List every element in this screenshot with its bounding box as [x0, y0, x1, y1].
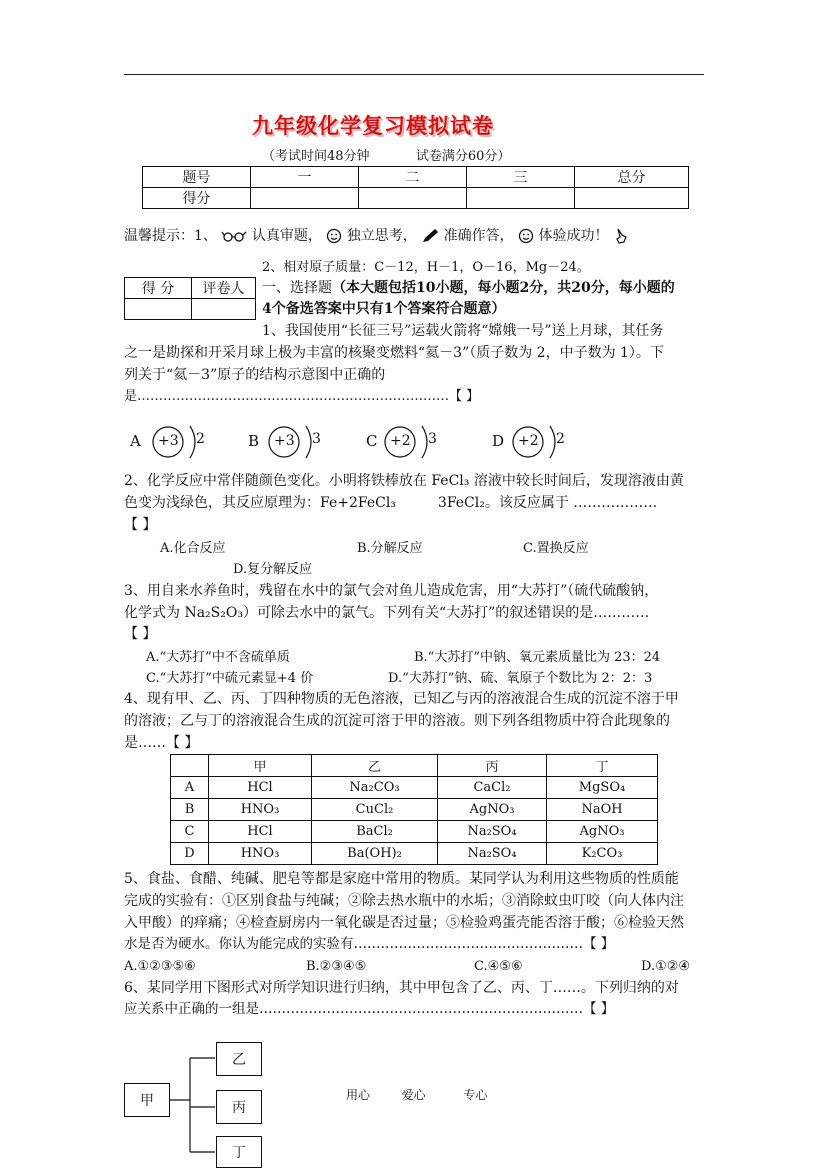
table-cell: HNO₃ [209, 799, 312, 821]
section-heading-detail: （本大题包括10小题，每小题2分，共20分，每小题的 [332, 280, 675, 296]
reagent-header-cell: 丙 [438, 755, 547, 777]
score-header-cell: 题号 [143, 167, 251, 188]
q3-option-a[interactable]: A.“大苏打”中不含硫单质 [146, 650, 290, 665]
table-cell: MgSO₄ [547, 777, 658, 799]
score-cell[interactable] [359, 188, 467, 209]
q2-answer-bracket[interactable]: 【 】 [124, 517, 157, 533]
diagram-child-box: 丙 [216, 1090, 262, 1124]
q2-line-1: 2、化学反应中常伴随颜色变化。小明将铁棒放在 FeCl₃ 溶液中较长时间后，发现溶液由黄 [124, 473, 684, 489]
table-row[interactable] [171, 799, 658, 821]
watermark-text: 用心 [346, 1088, 371, 1102]
q6-line-1: 6、某同学用下图形式对所学知识进行归纳，其中甲包含了乙、丙、丁……。下列归纳的对 [124, 980, 679, 996]
score-header-cell: 二 [359, 167, 467, 188]
tip-enjoy-success: 体验成功！ [538, 228, 609, 244]
reagent-table-header [171, 755, 658, 777]
q2-equation-left: 色变为浅绿色，其反应原理为：Fe+2FeCl₃ [124, 495, 396, 511]
q1-line-2: 之一是勘探和开采月球上极为丰富的核聚变燃料“氦－3”（质子数为 2，中子数为 1）。下 [124, 345, 664, 361]
option-letter: C [171, 821, 209, 843]
q6-line-2: 应关系中正确的一组是………………………………………………………………【 】 [124, 1001, 615, 1017]
score-row-label: 得分 [143, 188, 251, 209]
q3-option-d[interactable]: D.“大苏打”钠、硫、氧原子个数比为 2：2：3 [388, 671, 653, 686]
table-cell: Na₂SO₄ [438, 843, 547, 865]
option-letter: B [171, 799, 209, 821]
q5-line-1: 5、食盐、食醋、纯碱、肥皂等都是家庭中常用的物质。某同学认为利用这些物质的性质能 [124, 871, 679, 887]
q2-option-d[interactable]: D.复分解反应 [233, 562, 313, 577]
table-cell: HCl [209, 821, 312, 843]
option-letter: C [366, 432, 378, 450]
q4-line-2: 的溶液；乙与丁的溶液混合生成的沉淀可溶于甲的溶液。则下列各组物质中符合此现象的 [124, 713, 670, 729]
tip-answer-accurately: 准确作答， [443, 228, 514, 244]
q5-line-2: 完成的实验有：①区别食盐与纯碱；②除去热水瓶中的水垢；③消除蚊虫叮咬（向人体内注 [124, 893, 684, 909]
nucleus-charge: +2 [518, 433, 539, 449]
top-rule [124, 74, 704, 75]
score-header-cell: 总分 [575, 167, 689, 188]
electron-count: 3 [428, 431, 437, 447]
grader-score-label: 得 分 [125, 278, 192, 299]
q1-line-1: 1、我国使用“长征三号”运载火箭将“嫦娥一号”送上月球，其任务 [262, 323, 664, 339]
smiley-icon [518, 228, 534, 244]
electron-count: 2 [556, 431, 565, 447]
table-cell: BaCl₂ [312, 821, 438, 843]
q1-option-b[interactable] [248, 412, 328, 468]
score-table-score-row [143, 188, 689, 209]
q4-line-3: 是……【 】 [124, 735, 199, 751]
section-heading: 一、选择题 [262, 280, 332, 296]
smiley-icon [326, 228, 342, 244]
table-cell: Ba(OH)₂ [312, 843, 438, 865]
electron-count: 2 [196, 431, 205, 447]
q5-option-d[interactable]: D.①②④ [641, 959, 691, 974]
grader-score-cell[interactable] [125, 299, 192, 320]
q3-answer-bracket[interactable]: 【 】 [124, 626, 157, 642]
table-cell: NaOH [547, 799, 658, 821]
score-cell[interactable] [575, 188, 689, 209]
diagram-child-box: 丁 [216, 1136, 262, 1168]
q1-line-3: 列关于“氦－3”原子的结构示意图中正确的 [124, 367, 386, 383]
watermark-text: 专心 [463, 1088, 488, 1102]
exam-full-score: 试卷满分60分） [415, 149, 511, 164]
pen-icon [421, 228, 439, 244]
q2-equation-right: 3FeCl₂。该反应属于 ……………… [437, 495, 658, 511]
watermark-text: 爱心 [401, 1088, 426, 1102]
tips-prefix: 温馨提示：1、 [124, 228, 217, 244]
q2-option-b[interactable]: B.分解反应 [357, 541, 423, 556]
glasses-icon [221, 229, 247, 243]
table-cell: K₂CO₃ [547, 843, 658, 865]
table-cell: HNO₃ [209, 843, 312, 865]
q3-option-b[interactable]: B.“大苏打”中钠、氧元素质量比为 23：24 [414, 650, 661, 665]
score-table-header-row [143, 167, 689, 188]
page-title: 九年级化学复习模拟试卷 [252, 114, 494, 138]
watermark [346, 1086, 487, 1103]
reagent-header-cell: 甲 [209, 755, 312, 777]
section-heading-line-1 [262, 278, 675, 299]
nucleus-charge: +3 [158, 433, 179, 449]
diagram-root-box: 甲 [124, 1083, 170, 1117]
nucleus-charge: +2 [390, 433, 411, 449]
q5-option-c[interactable]: C.④⑤⑥ [474, 959, 523, 974]
q3-line-2: 化学式为 Na₂S₂O₃）可除去水中的氯气。下列有关“大苏打”的叙述错误的是………… [124, 605, 650, 621]
table-cell: Na₂CO₃ [312, 777, 438, 799]
electron-count: 3 [312, 431, 321, 447]
table-cell: CuCl₂ [312, 799, 438, 821]
q3-option-c[interactable]: C.“大苏打”中硫元素显+4 价 [146, 671, 314, 686]
q1-option-c[interactable] [366, 412, 446, 468]
table-cell: Na₂SO₄ [438, 821, 547, 843]
table-row[interactable] [171, 821, 658, 843]
q1-option-a[interactable] [130, 412, 210, 468]
q5-option-b[interactable]: B.②③④⑤ [306, 959, 367, 974]
tip-think-independently: 独立思考， [346, 228, 417, 244]
table-row[interactable] [171, 843, 658, 865]
q3-line-1: 3、用自来水养鱼时，残留在水中的氯气会对鱼儿造成危害，用“大苏打”（硫代硫酸钠， [124, 583, 659, 599]
q5-line-4: 水是否为硬水。你认为能完成的实验有……………………………………………【 】 [124, 936, 615, 952]
option-letter: A [171, 777, 209, 799]
tip-read-carefully: 认真审题， [251, 228, 322, 244]
score-header-cell: 三 [467, 167, 575, 188]
atomic-mass-note: 2、相对原子质量：C－12，H－1，O－16，Mg－24。 [262, 260, 590, 275]
option-letter: B [248, 432, 260, 450]
option-letter: A [130, 432, 141, 450]
q5-option-a[interactable]: A.①②③⑤⑥ [124, 959, 196, 974]
grader-name-label: 评卷人 [192, 278, 256, 299]
reagent-header-cell: 丁 [547, 755, 658, 777]
exam-info [262, 145, 510, 164]
q2-line-2 [124, 493, 657, 514]
grader-header-row [125, 278, 256, 299]
reagent-header-cell: 乙 [312, 755, 438, 777]
reagent-table [170, 754, 658, 865]
grader-name-cell[interactable] [192, 299, 256, 320]
tips-line-1 [124, 226, 629, 247]
grader-input-row [125, 299, 256, 320]
hand-icon [613, 227, 629, 245]
q1-option-d[interactable] [492, 412, 572, 468]
reagent-header-cell [171, 755, 209, 777]
q5-line-3: 入甲酸）的痒痛；④检查厨房内一氧化碳是否过量；⑤检验鸡蛋壳能否溶于酸；⑥检验天然 [124, 915, 684, 931]
score-table [142, 166, 689, 209]
table-row[interactable] [171, 777, 658, 799]
table-cell: AgNO₃ [547, 821, 658, 843]
table-cell: AgNO₃ [438, 799, 547, 821]
table-cell: HCl [209, 777, 312, 799]
q2-option-a[interactable]: A.化合反应 [160, 541, 226, 556]
option-letter: D [171, 843, 209, 865]
grader-table [124, 277, 256, 320]
score-header-cell: 一 [251, 167, 359, 188]
score-cell[interactable] [467, 188, 575, 209]
option-letter: D [492, 432, 505, 450]
diagram-child-box: 乙 [216, 1042, 262, 1076]
table-cell: CaCl₂ [438, 777, 547, 799]
nucleus-charge: +3 [274, 433, 295, 449]
q2-option-c[interactable]: C.置换反应 [523, 541, 589, 556]
q4-line-1: 4、现有甲、乙、丙、丁四种物质的无色溶液，已知乙与丙的溶液混合生成的沉淀不溶于甲 [124, 691, 679, 707]
section-heading-line-2: 4个备选答案中只有1个答案符合题意） [262, 301, 506, 317]
exam-time: （考试时间48分钟 [262, 149, 370, 164]
q1-line-4: 是………………………………………………………………【 】 [124, 389, 480, 404]
score-cell[interactable] [251, 188, 359, 209]
